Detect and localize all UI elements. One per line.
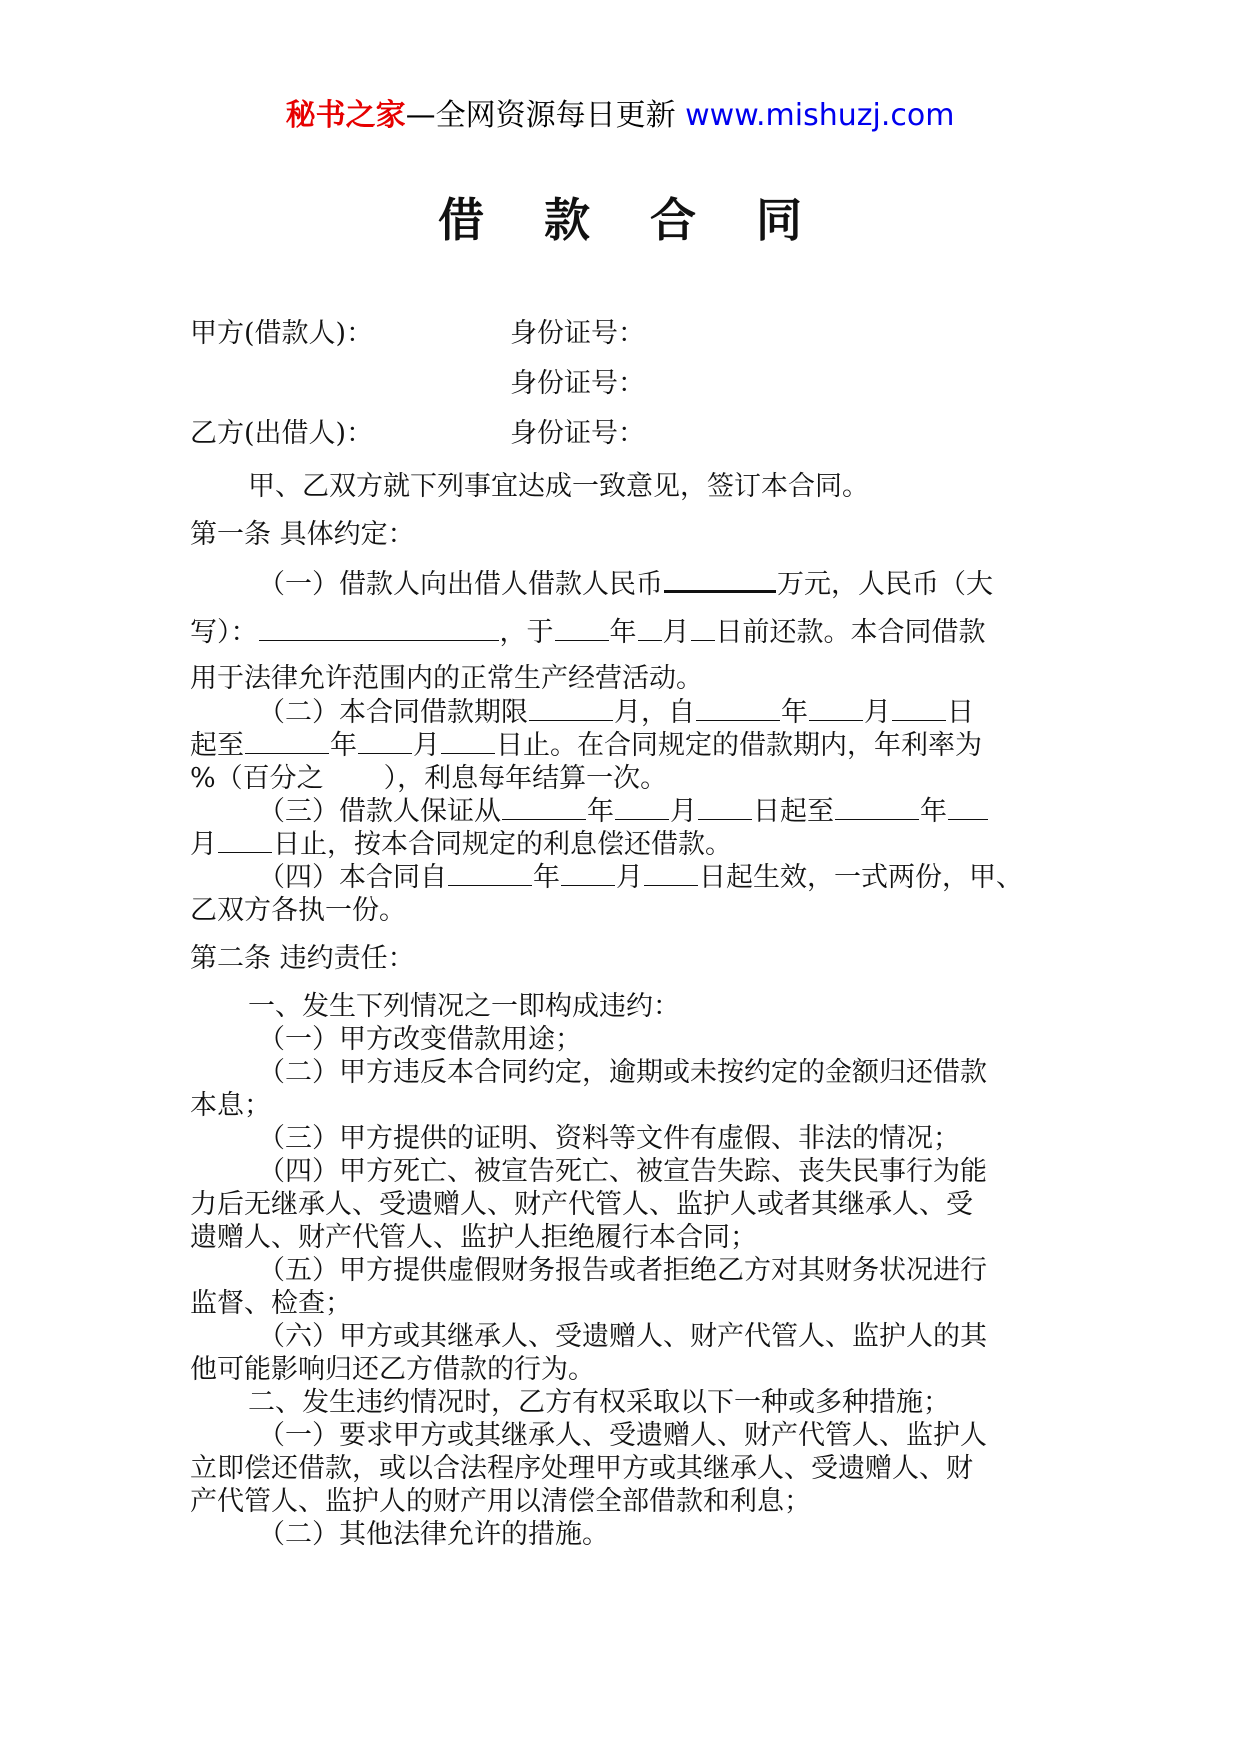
month-blank[interactable] bbox=[615, 795, 669, 820]
clause-text: 年 bbox=[920, 796, 947, 827]
header-tagline: —全网资源每日更新 bbox=[405, 98, 686, 133]
article-2-line: （二）其他法律允许的措施。 bbox=[258, 1519, 609, 1550]
article-2-line: （六）甲方或其继承人、受遗赠人、财产代管人、监护人的其 bbox=[258, 1321, 987, 1352]
article-2-line: 本息； bbox=[190, 1090, 271, 1121]
article-2-line: 产代管人、监护人的财产用以清偿全部借款和利息； bbox=[190, 1486, 811, 1517]
clause-text: 日起生效，一式两份，甲、 bbox=[699, 862, 1023, 893]
day-blank[interactable] bbox=[644, 861, 698, 886]
clause-1-1-line-1 bbox=[258, 566, 993, 601]
day-blank[interactable] bbox=[892, 696, 946, 721]
year-blank[interactable] bbox=[448, 861, 532, 886]
article-2-line: 一、发生下列情况之一即构成违约： bbox=[248, 991, 680, 1022]
clause-text: （二）本合同借款期限 bbox=[258, 697, 528, 728]
party-a-label: 甲方(借款人)： bbox=[190, 318, 374, 349]
article-2-line: 二、发生违约情况时，乙方有权采取以下一种或多种措施； bbox=[248, 1387, 950, 1418]
article-2-line: （二）甲方违反本合同约定，逾期或未按约定的金额归还借款 bbox=[258, 1057, 987, 1088]
article-2-heading: 第二条 违约责任： bbox=[190, 943, 415, 974]
month-blank[interactable] bbox=[358, 729, 412, 754]
day-blank[interactable] bbox=[441, 729, 495, 754]
article-2-line: （五）甲方提供虚假财务报告或者拒绝乙方对其财务状况进行 bbox=[258, 1255, 987, 1286]
article-2-line: 遗赠人、财产代管人、监护人拒绝履行本合同； bbox=[190, 1222, 757, 1253]
clause-1-4-line-2: 乙双方各执一份。 bbox=[190, 895, 406, 926]
amount-blank[interactable] bbox=[664, 566, 776, 593]
day-blank[interactable] bbox=[691, 616, 715, 641]
clause-text: 月 bbox=[413, 730, 440, 761]
clause-1-2-line-3 bbox=[190, 762, 667, 795]
article-2-line: 监督、检查； bbox=[190, 1288, 352, 1319]
clause-1-1-line-2 bbox=[190, 616, 986, 649]
month-blank[interactable] bbox=[561, 861, 615, 886]
clause-text: 起至 bbox=[190, 730, 244, 761]
article-2-line: 他可能影响归还乙方借款的行为。 bbox=[190, 1354, 595, 1385]
clause-text: 年 bbox=[330, 730, 357, 761]
clause-1-3-line-2 bbox=[190, 828, 732, 861]
month-blank[interactable] bbox=[638, 616, 662, 641]
article-2-line: （一）甲方改变借款用途； bbox=[258, 1024, 582, 1055]
article-2-line: （四）甲方死亡、被宣告死亡、被宣告失踪、丧失民事行为能 bbox=[258, 1156, 987, 1187]
clause-text: 月 bbox=[616, 862, 643, 893]
clause-text: （三）借款人保证从 bbox=[258, 796, 501, 827]
clause-1-2-line-2 bbox=[190, 729, 982, 762]
amount-in-words-blank[interactable] bbox=[259, 616, 499, 641]
clause-text: %（百分之 bbox=[190, 763, 324, 794]
clause-text: 日前还款。本合同借款 bbox=[715, 617, 986, 648]
clause-text: 月，自 bbox=[614, 697, 695, 728]
brand-name: 秘书之家 bbox=[285, 98, 406, 133]
month-blank[interactable] bbox=[809, 696, 863, 721]
document-title: 借 款 合 同 bbox=[437, 193, 825, 247]
clause-text: 日止，按本合同规定的利息偿还借款。 bbox=[273, 829, 732, 860]
clause-text: ），利息每年结算一次。 bbox=[383, 763, 668, 794]
clause-text: 年 bbox=[781, 697, 808, 728]
clause-text: 万元，人民币（大 bbox=[777, 569, 993, 600]
year-blank[interactable] bbox=[502, 795, 586, 820]
clause-text: 年 bbox=[587, 796, 614, 827]
clause-text: 年 bbox=[533, 862, 560, 893]
clause-1-4-line-1 bbox=[258, 861, 1023, 894]
clause-text: 月 bbox=[864, 697, 891, 728]
clause-text: 日 bbox=[947, 697, 974, 728]
day-blank[interactable] bbox=[698, 795, 752, 820]
clause-text: ，于 bbox=[499, 617, 554, 648]
article-1-heading: 第一条 具体约定： bbox=[190, 519, 415, 550]
day-blank[interactable] bbox=[218, 828, 272, 853]
year-blank[interactable] bbox=[696, 696, 780, 721]
clause-1-1-line-3: 用于法律允许范围内的正常生产经营活动。 bbox=[190, 663, 703, 694]
clause-text: （四）本合同自 bbox=[258, 862, 447, 893]
clause-1-3-line-1 bbox=[258, 795, 989, 828]
term-months-blank[interactable] bbox=[529, 696, 613, 721]
clause-text: 日止。在合同规定的借款期内，年利率为 bbox=[496, 730, 982, 761]
clause-text: 月 bbox=[190, 829, 217, 860]
year-blank[interactable] bbox=[835, 795, 919, 820]
party-a-id-label: 身份证号： bbox=[510, 318, 645, 349]
clause-1-2-line-1 bbox=[258, 696, 974, 729]
site-header bbox=[0, 96, 1240, 136]
clause-text: 年 bbox=[609, 617, 637, 648]
article-2-line: （一）要求甲方或其继承人、受遗赠人、财产代管人、监护人 bbox=[258, 1420, 987, 1451]
clause-text: 月 bbox=[670, 796, 697, 827]
article-2-line: （三）甲方提供的证明、资料等文件有虚假、非法的情况； bbox=[258, 1123, 960, 1154]
site-link[interactable]: www.mishuzj.com bbox=[685, 98, 955, 133]
year-blank[interactable] bbox=[245, 729, 329, 754]
article-2-line: 力后无继承人、受遗赠人、财产代管人、监护人或者其继承人、受 bbox=[190, 1189, 973, 1220]
clause-text: 写）： bbox=[190, 617, 258, 648]
clause-text: （一）借款人向出借人借款人民币 bbox=[258, 569, 663, 600]
month-blank-part[interactable] bbox=[948, 795, 988, 820]
party-a2-id-label: 身份证号： bbox=[510, 368, 645, 399]
party-b-label: 乙方(出借人)： bbox=[190, 418, 374, 449]
clause-text: 月 bbox=[662, 617, 690, 648]
party-b-id-label: 身份证号： bbox=[510, 418, 645, 449]
intro-paragraph: 甲、乙双方就下列事宜达成一致意见，签订本合同。 bbox=[248, 471, 869, 502]
year-blank[interactable] bbox=[555, 616, 609, 641]
clause-text: 日起至 bbox=[753, 796, 834, 827]
article-2-line: 立即偿还借款，或以合法程序处理甲方或其继承人、受遗赠人、财 bbox=[190, 1453, 973, 1484]
